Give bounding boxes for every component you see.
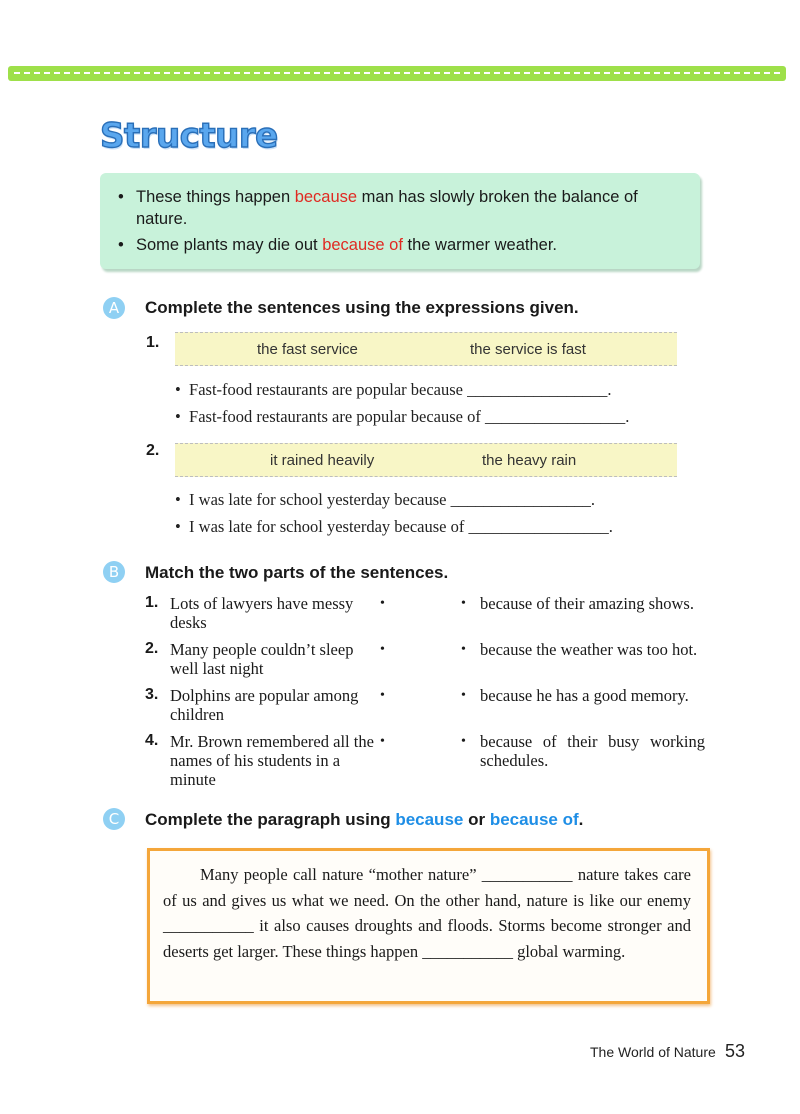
expression-strip-2 (175, 443, 677, 477)
part-a-item-2-number: 2. (146, 442, 160, 459)
paragraph-text: Many people call nature “mother nature” ___________ nature takes care of us and gives us what we need. On the other hand, nature is like our enemy ___________ it also causes droughts and floods. Storms become stronger and deserts get larger. These things happen ___________ global warming. (163, 865, 691, 961)
part-b-badge: B (103, 561, 125, 583)
part-b-instruction: Match the two parts of the sentences. (145, 563, 449, 582)
match-right-item: because of their amazing shows. (480, 594, 694, 613)
match-left-item: 4. Mr. Brown remembered all the names of his students in a minute (145, 732, 374, 789)
expression-option: it rained heavily (270, 452, 375, 469)
part-a-badge: A (103, 297, 125, 319)
match-dot-right[interactable]: • (461, 596, 466, 611)
structure-example-2: • Some plants may die out because of the warmer weather. (118, 236, 557, 254)
match-left-item: 3. Dolphins are popular among children (145, 686, 359, 724)
part-a-item-1-number: 1. (146, 334, 160, 351)
match-dot-right[interactable]: • (461, 642, 466, 657)
keyword-because: because (294, 188, 358, 206)
exercise-sentence: • I was late for school yesterday because _________________. (175, 490, 596, 509)
match-dot-right[interactable]: • (461, 734, 466, 749)
exercise-sentence: • Fast-food restaurants are popular because of _________________. (175, 407, 630, 426)
exercise-sentence: • Fast-food restaurants are popular because _________________. (175, 380, 612, 399)
expression-option: the heavy rain (482, 452, 577, 469)
footer-unit-title: The World of Nature (590, 1044, 716, 1060)
expression-option: the service is fast (470, 341, 586, 358)
keyword-because-of: because of (322, 236, 403, 254)
structure-example-box (100, 173, 700, 269)
match-right-item: because he has a good memory. (480, 686, 689, 705)
match-dot-left[interactable]: • (380, 642, 385, 657)
expression-strip-1 (175, 332, 677, 366)
match-dot-left[interactable]: • (380, 734, 385, 749)
section-title: Structure (100, 116, 278, 156)
match-left-item: 1. Lots of lawyers have messy desks (145, 594, 354, 632)
match-dot-left[interactable]: • (380, 688, 385, 703)
match-dot-right[interactable]: • (461, 688, 466, 703)
exercise-sentence: • I was late for school yesterday because of _________________. (175, 517, 613, 536)
match-right-item: because the weather was too hot. (480, 640, 698, 659)
paragraph-box (147, 848, 710, 1004)
structure-example-1: • These things happen because man has slowly broken the balance of nature. (118, 188, 638, 228)
part-c-instruction: Complete the paragraph using because or because of. (145, 810, 584, 829)
match-left-item: 2. Many people couldn’t sleep well last night (145, 640, 354, 678)
part-a-instruction: Complete the sentences using the expressions given. (145, 298, 579, 317)
keyword-because: because (395, 810, 464, 829)
expression-option: the fast service (257, 341, 358, 358)
part-c-badge: C (103, 808, 125, 830)
top-decorative-band (8, 66, 786, 81)
match-dot-left[interactable]: • (380, 596, 385, 611)
match-right-item: because of their busy working schedules. (480, 732, 705, 770)
keyword-because-of: because of (489, 810, 579, 829)
page-number: 53 (725, 1041, 746, 1061)
